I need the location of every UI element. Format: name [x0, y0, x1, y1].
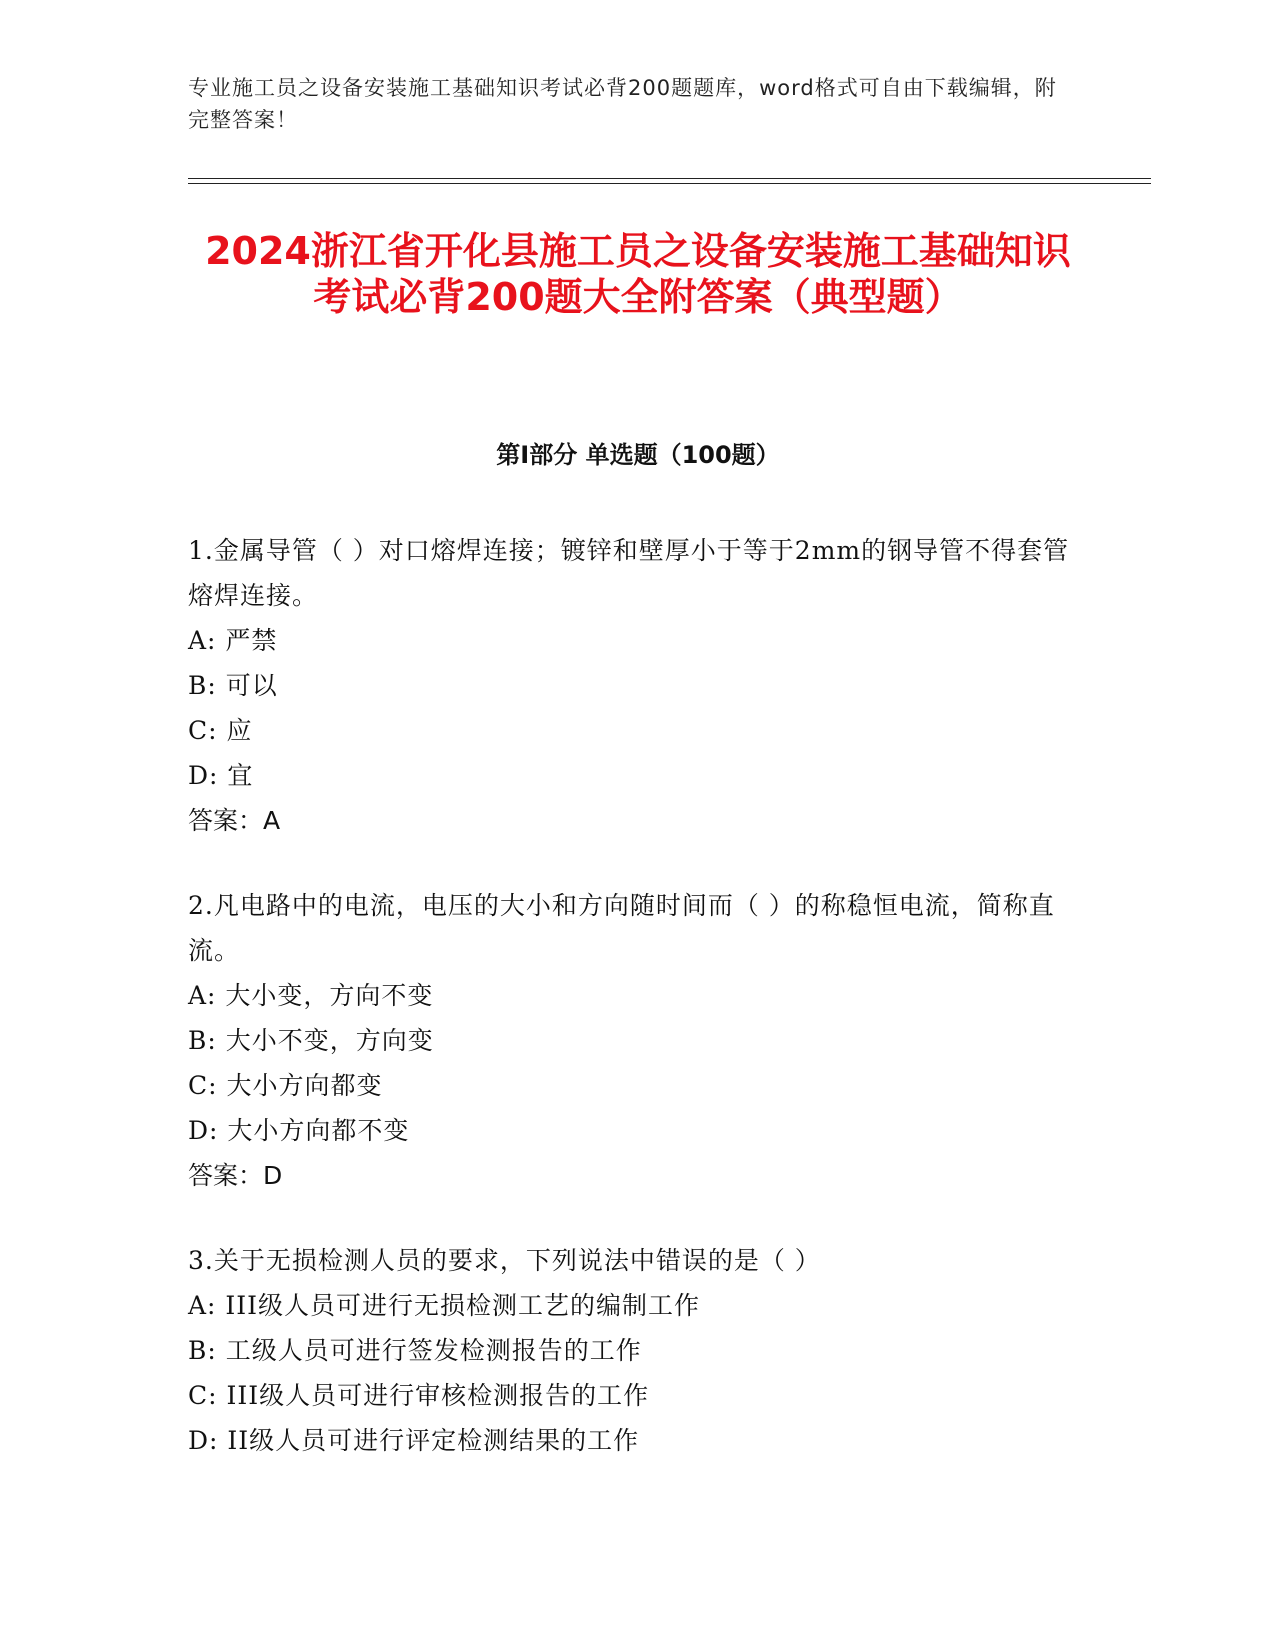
- option-b: B: 可以: [188, 671, 278, 700]
- option-c: C: 大小方向都变: [188, 1071, 383, 1100]
- answer: 答案：D: [188, 1161, 283, 1190]
- section-title: 第I部分 单选题（100题）: [496, 441, 780, 469]
- document-title: 2024浙江省开化县施工员之设备安装施工基础知识考试必背200题大全附答案（典型题）: [205, 229, 1071, 319]
- question-1: [188, 528, 1078, 843]
- question-2: [188, 883, 1078, 1198]
- header-note: 专业施工员之设备安装施工基础知识考试必背200题题库，word格式可自由下载编辑，附完整答案！: [188, 76, 1057, 132]
- answer: 答案：A: [188, 806, 281, 835]
- option-b: B: 大小不变，方向变: [188, 1026, 434, 1055]
- question-list: [188, 528, 1078, 1503]
- question-stem: 2.凡电路中的电流，电压的大小和方向随时间而（ ）的称稳恒电流，简称直流。: [188, 891, 1055, 965]
- option-d: D: II级人员可进行评定检测结果的工作: [188, 1426, 640, 1455]
- option-c: C: 应: [188, 716, 253, 745]
- header-divider-top: [188, 178, 1151, 179]
- option-a: A: 大小变，方向不变: [188, 981, 434, 1010]
- question-stem: 3.关于无损检测人员的要求，下列说法中错误的是（ ）: [188, 1246, 821, 1275]
- question-3: [188, 1238, 1078, 1463]
- option-c: C: III级人员可进行审核检测报告的工作: [188, 1381, 650, 1410]
- option-a: A: III级人员可进行无损检测工艺的编制工作: [188, 1291, 701, 1320]
- question-stem: 1.金属导管（ ）对口熔焊连接；镀锌和壁厚小于等于2mm的钢导管不得套管熔焊连接。: [188, 536, 1070, 610]
- option-d: D: 大小方向都不变: [188, 1116, 410, 1145]
- header-divider-bottom: [188, 183, 1151, 184]
- option-d: D: 宜: [188, 761, 254, 790]
- option-b: B: 工级人员可进行签发检测报告的工作: [188, 1336, 642, 1365]
- option-a: A: 严禁: [188, 626, 278, 655]
